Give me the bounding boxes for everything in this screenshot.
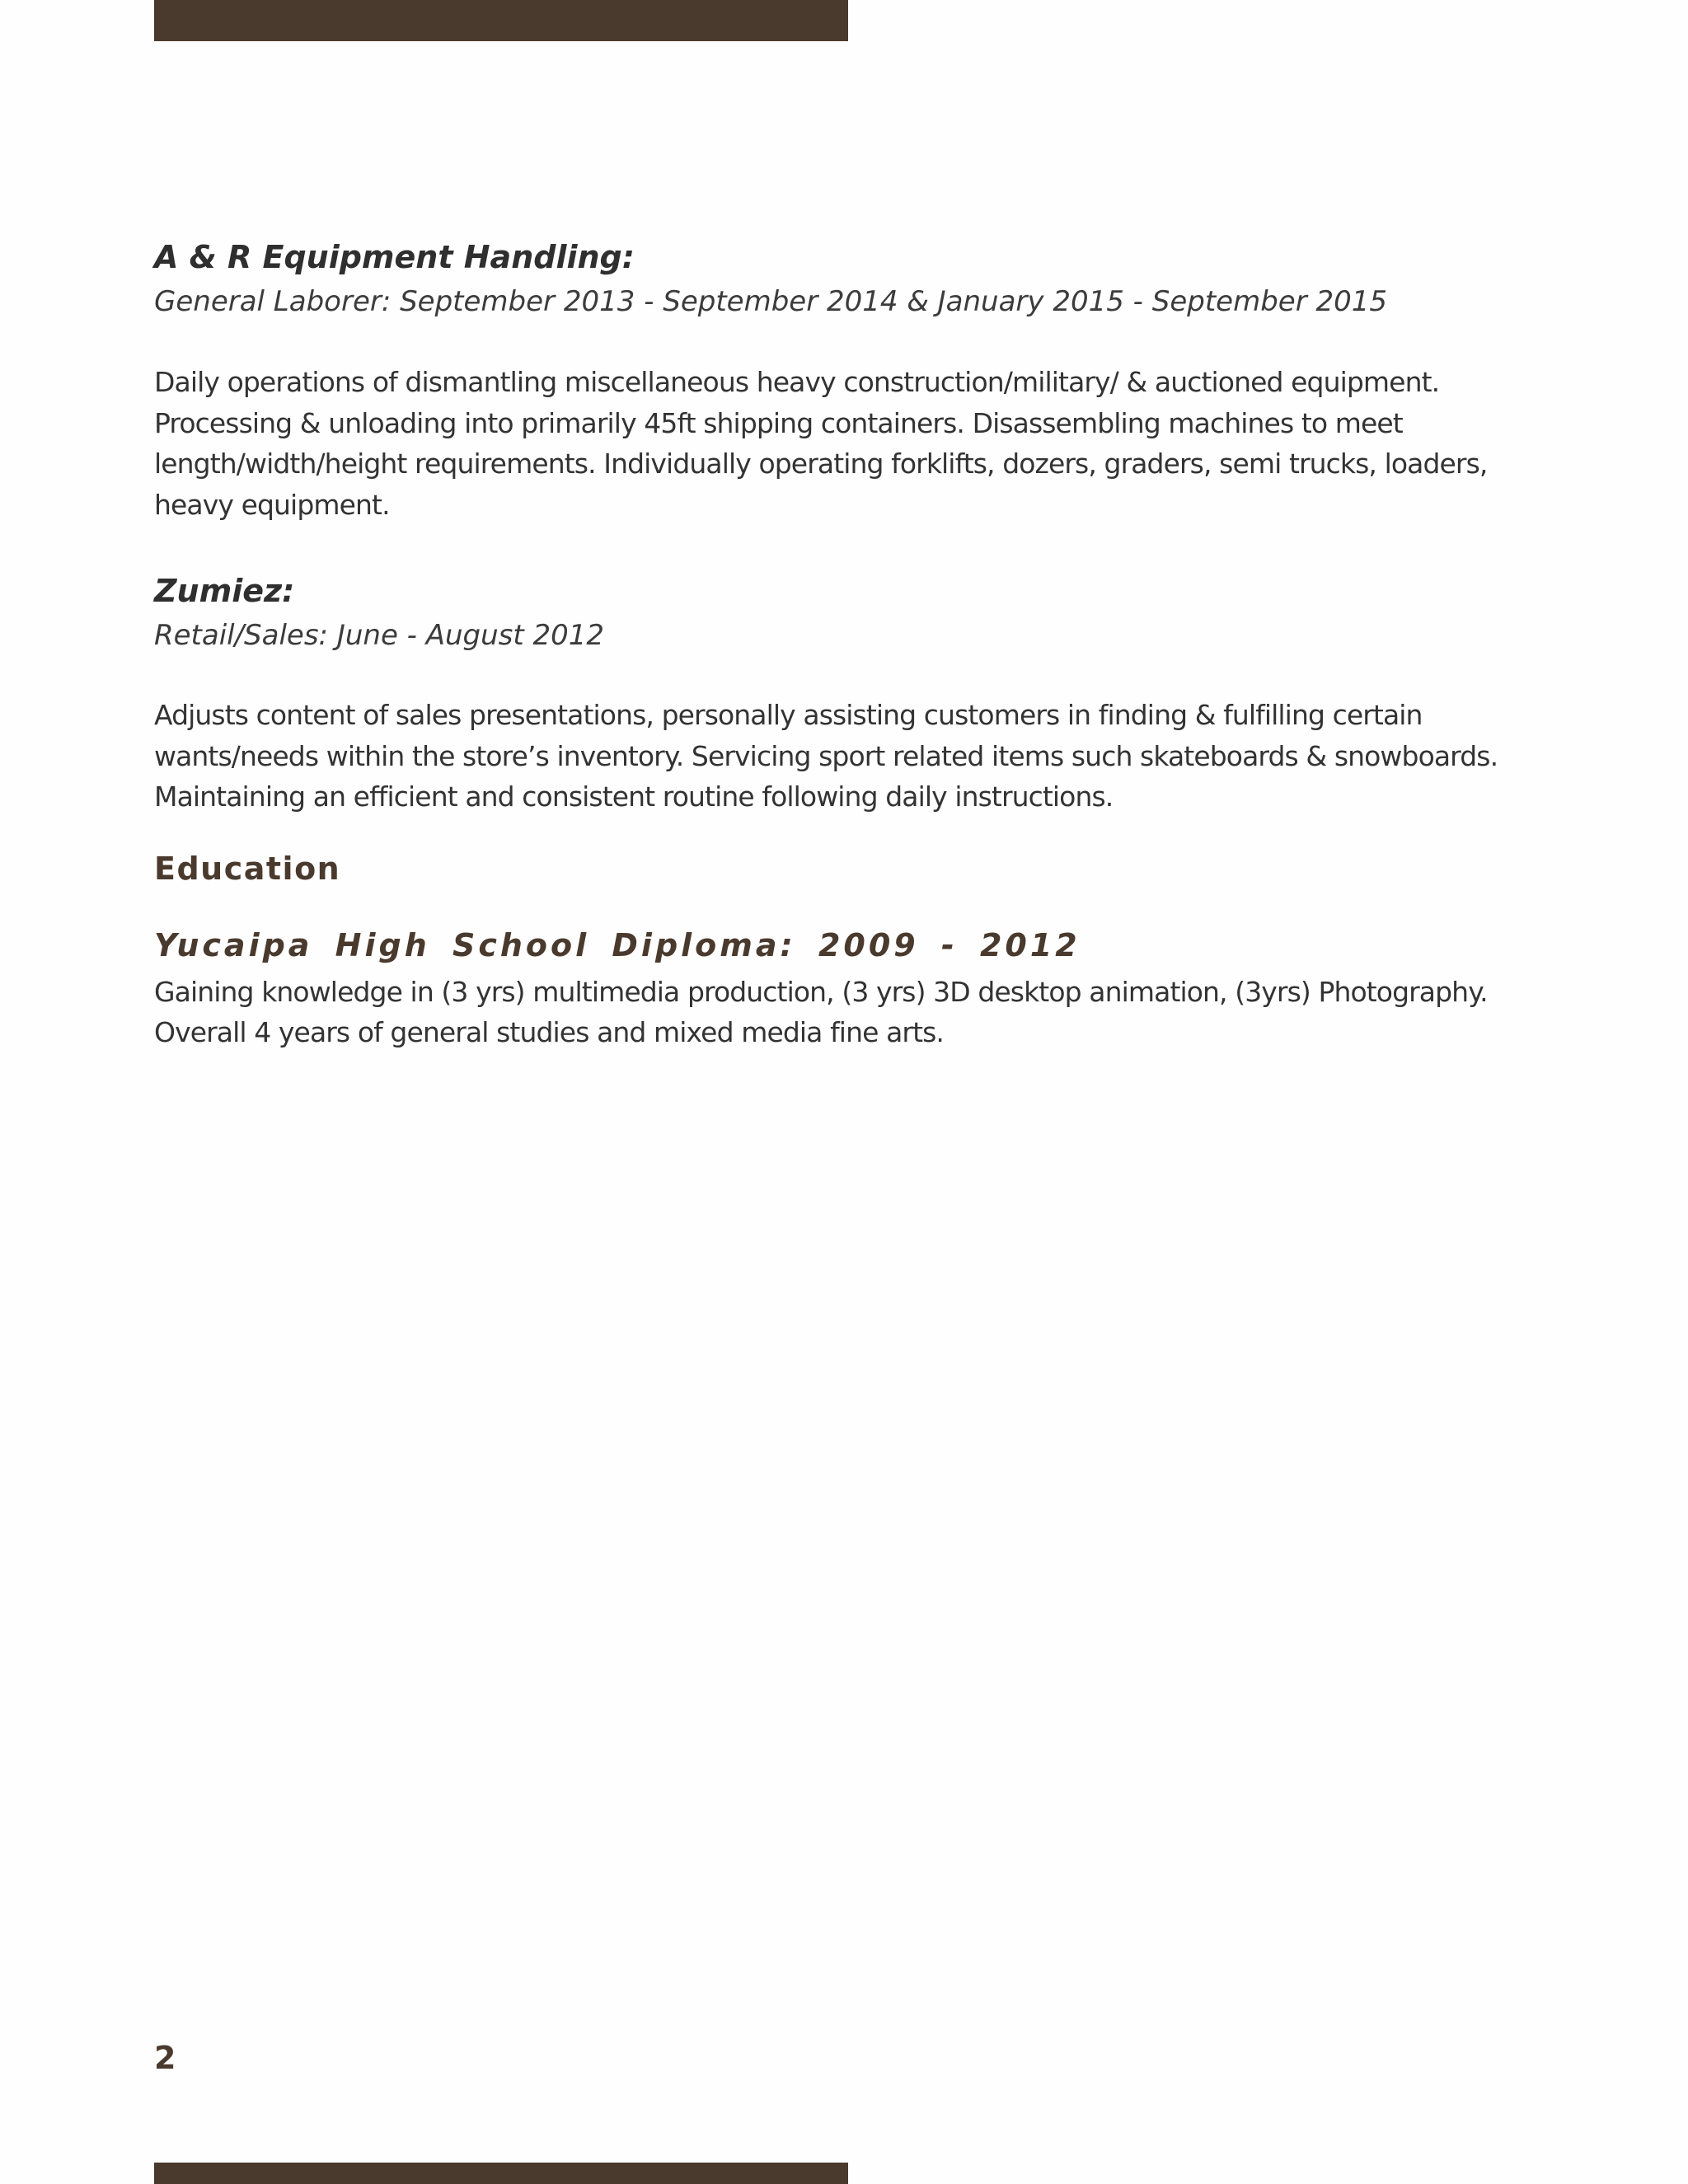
section-heading: Education xyxy=(154,850,341,887)
resume-page-content xyxy=(154,233,1555,1053)
job-description: Daily operations of dismantling miscellaneous heavy construction/military/ & auctioned equipment. Processing & unloading into primarily 45ft shipping containers. Disassembling machines to meet length/width/height requirements. Individually operating forklifts, dozers, graders, semi trucks, loaders, heavy equipment. xyxy=(154,366,1488,521)
job-description: Adjusts content of sales presentations, personally assisting customers in finding & fulfilling certain wants/needs within the store’s inventory. Servicing sport related items such skateboards & snowboards. Maintaining an efficient and consistent routine following daily instructions. xyxy=(154,699,1498,813)
education-title: Yucaipa High School Diploma: 2009 - 2012 xyxy=(154,926,1081,963)
bottom-decorative-bar xyxy=(154,2163,848,2184)
education-section xyxy=(154,844,1555,1053)
job-entry-zumiez xyxy=(154,567,1555,818)
top-decorative-bar xyxy=(154,0,848,41)
job-title: A & R Equipment Handling: xyxy=(154,239,635,275)
education-description: Gaining knowledge in (3 yrs) multimedia production, (3 yrs) 3D desktop animation, (3yrs) Photography. Overall 4 years of general studies and mixed media fine arts. xyxy=(154,975,1488,1048)
job-position-dates: General Laborer: September 2013 - September 2014 & January 2015 - September 2015 xyxy=(154,285,1388,318)
job-entry-ar-equipment xyxy=(154,233,1555,525)
job-position-dates: Retail/Sales: June - August 2012 xyxy=(154,619,605,652)
page-number: 2 xyxy=(154,2040,176,2076)
job-title: Zumiez: xyxy=(154,573,295,609)
